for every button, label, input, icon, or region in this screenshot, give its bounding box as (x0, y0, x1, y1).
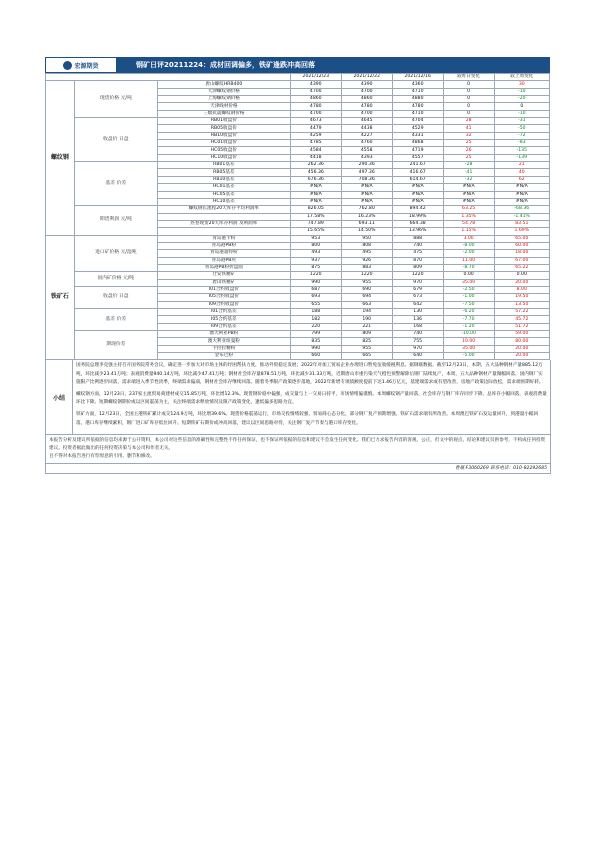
summary-text (73, 360, 550, 433)
daily-change-cell: -1.20 (443, 323, 494, 330)
price-cell: 4860 (290, 96, 341, 103)
weekly-change-cell: 19.50 (494, 294, 549, 301)
price-cell: 1220 (290, 272, 341, 279)
price-cell: 16.23% (341, 213, 392, 220)
group-label: 收盘价 日盘 (74, 286, 157, 308)
price-cell: 4673 (290, 118, 341, 125)
price-cell: #N/A (392, 198, 443, 205)
price-cell: 495 (341, 250, 392, 257)
price-cell: 416.67 (392, 169, 443, 176)
daily-change-cell: 54.78 (443, 220, 494, 227)
price-cell: 690 (341, 286, 392, 293)
price-cell: 642 (392, 301, 443, 308)
price-cell: 497.36 (341, 169, 392, 176)
weekly-change-cell: 0 (494, 103, 549, 110)
weekly-change-cell: -83 (494, 140, 549, 147)
price-cell: #N/A (392, 191, 443, 198)
weekly-change-cell: 1.69% (494, 228, 549, 235)
price-cell: 4390 (341, 81, 392, 88)
price-cell: 4390 (290, 81, 341, 88)
row-label: 上海螺纹钢价格 (157, 96, 290, 103)
row-label: HC01收盘价 (157, 140, 290, 147)
daily-change-cell: 1.15% (443, 228, 494, 235)
price-cell: 4558 (341, 147, 392, 154)
price-cell: 4868 (392, 140, 443, 147)
ore-row (46, 272, 550, 279)
price-cell: 640 (392, 353, 443, 360)
rebar-row (46, 162, 550, 169)
ore-row (46, 331, 550, 338)
price-cell: 888 (392, 235, 443, 242)
price-cell: 799 (290, 331, 341, 338)
price-cell: 762.80 (341, 206, 392, 213)
price-cell: 4557 (392, 154, 443, 161)
group-label: 期现价差 (74, 331, 157, 360)
price-cell: 493 (290, 250, 341, 257)
group-label: 现货价格 元/吨 (74, 81, 157, 118)
price-cell: 740 (392, 331, 443, 338)
daily-change-cell: #N/A (443, 184, 494, 191)
weekly-change-cell: 30 (494, 81, 549, 88)
row-label: RB01基差 (157, 162, 290, 169)
daily-change-cell: 0 (443, 103, 494, 110)
row-label: RB10收盘价 (157, 132, 290, 139)
price-cell: 937 (290, 257, 341, 264)
price-cell: 990 (290, 279, 341, 286)
weekly-change-cell: 57.22 (494, 309, 549, 316)
group-label: 基差 价差 (74, 162, 157, 206)
daily-change-cell: 25 (443, 154, 494, 161)
data-table (45, 73, 550, 360)
row-label: I01合约收盘价 (157, 286, 290, 293)
row-label (157, 213, 290, 220)
price-cell: 4710 (392, 110, 443, 117)
weekly-change-cell: 40 (494, 169, 549, 176)
price-cell: 18.99% (392, 213, 443, 220)
daily-change-cell: -5.00 (443, 353, 494, 360)
price-cell: 182 (290, 316, 341, 323)
daily-change-cell: -28 (443, 162, 494, 169)
price-cell: 241.67 (392, 162, 443, 169)
daily-change-cell: -8.00 (443, 242, 494, 249)
weekly-change-cell: 20.00 (494, 353, 549, 360)
weekly-change-cell: 59.00 (494, 331, 549, 338)
daily-change-cell: -41 (443, 169, 494, 176)
row-label: HC01基差 (157, 184, 290, 191)
daily-change-cell: -6.20 (443, 309, 494, 316)
ore-row (46, 286, 550, 293)
row-label: I05合约基差 (157, 316, 290, 323)
group-label: 期货利润 元/吨 (74, 206, 157, 235)
daily-change-cell: 11.00 (443, 257, 494, 264)
date-col-3: 2021/12/16 (392, 74, 443, 81)
price-cell: 4780 (341, 103, 392, 110)
price-cell: #N/A (290, 198, 341, 205)
price-cell: 4880 (392, 96, 443, 103)
price-cell: 4360 (392, 81, 443, 88)
price-cell: 4393 (341, 154, 392, 161)
row-label: 天津螺纹钢价格 (157, 88, 290, 95)
ore-row (46, 309, 550, 316)
price-cell: 679 (392, 286, 443, 293)
price-cell: 4704 (392, 118, 443, 125)
row-label: I01合约基差 (157, 309, 290, 316)
price-cell: 875 (290, 264, 341, 271)
header-blank-cell (46, 74, 291, 81)
weekly-change-cell: 45.72 (494, 316, 549, 323)
price-cell: #N/A (341, 184, 392, 191)
price-cell: 4584 (290, 147, 341, 154)
daily-change-cell: 35.00 (443, 345, 494, 352)
price-cell: 4760 (341, 140, 392, 147)
price-cell: 4331 (392, 132, 443, 139)
price-cell: 755 (392, 338, 443, 345)
weekly-change-cell: 20.00 (494, 279, 549, 286)
price-cell: 655 (290, 301, 341, 308)
price-cell: 4700 (341, 88, 392, 95)
price-cell: #N/A (290, 184, 341, 191)
row-label (157, 228, 290, 235)
row-label: I09合约收盘价 (157, 301, 290, 308)
price-cell: 4645 (341, 118, 392, 125)
row-label: 迁安铁精矿 (157, 272, 290, 279)
daily-change-cell: -2.50 (443, 286, 494, 293)
price-cell: 953 (290, 235, 341, 242)
price-cell: 262.36 (290, 162, 341, 169)
price-cell: 4710 (392, 88, 443, 95)
group-label: 收盘价 日盘 (74, 118, 157, 162)
data-table-body (46, 74, 550, 360)
daily-change-cell: 0 (443, 96, 494, 103)
group-label: 基差 价差 (74, 309, 157, 331)
row-label: 青岛港PB块 (157, 257, 290, 264)
price-cell: 693 (290, 294, 341, 301)
row-label: RB01收盘价 (157, 118, 290, 125)
daily-change-cell: 1.35% (443, 213, 494, 220)
daily-change-cell: 32 (443, 132, 494, 139)
report-title: 钢矿日评20211224：成材回调偏多，铁矿逢跌冲高回落 (116, 58, 549, 72)
price-cell: 4259 (290, 132, 341, 139)
price-cell: 950 (341, 235, 392, 242)
daily-change-cell: 0 (443, 81, 494, 88)
weekly-change-cell: 65.22 (494, 264, 549, 271)
price-cell: 809 (392, 264, 443, 271)
row-label: I09合约基差 (157, 323, 290, 330)
rebar-section-label: 螺纹钢 (46, 81, 75, 235)
row-label: 澳大利亚纽曼粉 (157, 338, 290, 345)
weekly-change-cell: 62 (494, 176, 549, 183)
price-cell: 883 (341, 264, 392, 271)
rebar-row (46, 206, 550, 213)
price-cell: 809 (341, 331, 392, 338)
weekly-change-cell: -50 (494, 125, 549, 132)
price-cell: 4227 (341, 132, 392, 139)
weekly-change-cell: -31 (494, 118, 549, 125)
row-label: 唐山铁精矿 (157, 279, 290, 286)
row-label: RB10基差 (157, 176, 290, 183)
price-cell: 826.05 (290, 206, 341, 213)
row-label: 天津线材价格 (157, 103, 290, 110)
price-cell: 168 (392, 323, 443, 330)
price-cell: #N/A (341, 191, 392, 198)
logo-text: 宏源期货 (74, 62, 99, 70)
daily-change-cell: #N/A (443, 198, 494, 205)
price-cell: 4418 (290, 154, 341, 161)
weekly-change-cell: 20.00 (494, 345, 549, 352)
row-label: RB05基差 (157, 169, 290, 176)
company-logo (46, 58, 116, 72)
price-cell: 194 (341, 309, 392, 316)
row-label: HC10基差 (157, 198, 290, 205)
row-label: RB05收盘价 (157, 125, 290, 132)
row-label: HC05基差 (157, 191, 290, 198)
price-cell: 694 (341, 294, 392, 301)
row-label: I05合约收盘价 (157, 294, 290, 301)
weekly-change-cell: -1.41% (494, 213, 549, 220)
daily-change-cell: 28 (443, 118, 494, 125)
daily-change-cell: -32 (443, 176, 494, 183)
weekly-change-cell: #N/A (494, 198, 549, 205)
price-cell: 4700 (290, 88, 341, 95)
disclaimer (45, 435, 551, 464)
row-label: 澳大利亚PB粉 (157, 331, 290, 338)
price-cell: 188 (290, 309, 341, 316)
weekly-change-cell: -10 (494, 88, 549, 95)
row-label: 青岛港PB粉 (157, 242, 290, 249)
summary-section (45, 360, 551, 434)
weekly-change-cell: -68.36 (494, 206, 549, 213)
logo-icon (63, 61, 72, 70)
price-cell: 4700 (341, 110, 392, 117)
price-cell: 825 (341, 338, 392, 345)
price-cell: 808 (341, 242, 392, 249)
daily-change-cell: -1.00 (443, 294, 494, 301)
price-cell: 220 (290, 323, 341, 330)
price-cell: 676.36 (290, 176, 341, 183)
ore-section-label: 铁矿石 (46, 235, 75, 360)
daily-change-cell: -8.70 (443, 264, 494, 271)
daily-change-cell: 25 (443, 140, 494, 147)
row-label: 三级抗震螺纹钢价格 (157, 110, 290, 117)
weekly-change-cell: 0.00 (494, 272, 549, 279)
daily-change-cell: -7.70 (443, 316, 494, 323)
price-cell: 687 (290, 286, 341, 293)
summary-paragraph-rebar: 螺纹钢方面，12月23日，237家主流贸易商建材成交15.85万吨，环比增12.3%。现货钢价稳中偏强，成交量与上一交易日持平，市场情绪偏谨慎。本周螺纹钢产量回落，社会库存与钢厂库存同步下降，总库存小幅回落，表观消费量环比下降。短期螺纹钢期价或以区间震荡为主，关注终端需求释放情况及限产政策变化，逢低偏多思路为宜。 (76, 392, 547, 406)
rebar-row (46, 81, 550, 88)
summary-label: 小结 (46, 360, 73, 433)
price-cell: 4780 (392, 103, 443, 110)
weekly-change-cell: -10 (494, 110, 549, 117)
row-label: 卡拉拉精粉 (157, 345, 290, 352)
price-cell: 926 (341, 257, 392, 264)
group-label: 进口矿价格 元/湿吨 (74, 235, 157, 272)
row-label: 金布巴粉 (157, 353, 290, 360)
price-cell: 13.96% (392, 228, 443, 235)
price-cell: #N/A (290, 191, 341, 198)
row-label: HC10收盘价 (157, 154, 290, 161)
price-cell: 894.42 (392, 206, 443, 213)
price-cell: 456.36 (290, 169, 341, 176)
disclaimer-text: 本报告分析及建议所依据的信息均来源于公开资料，本公司对这些信息的准确性和完整性不作任何保证，也不保证所依据的信息和建议不会发生任何变化。我们已力求报告内容的客观、公正，但文中的观点、结论和建议仅供参考，不构成任何投资建议。投资者据此做出的任何投资决策与本公司和作者无关。 (49, 437, 546, 451)
weekly-change-cell: 13.50 (494, 301, 549, 308)
row-label: 青岛港超特粉 (157, 250, 290, 257)
price-cell: 4700 (290, 110, 341, 117)
price-cell: 136 (392, 316, 443, 323)
price-cell: 665 (341, 353, 392, 360)
daily-change-cell: 0 (443, 110, 494, 117)
weekly-change-cell: -20 (494, 96, 549, 103)
summary-paragraph-ore: 铁矿方面，12月23日，全国主港铁矿累计成交124.9万吨，环比增39.6%。现货价格震荡运行，市场交投情绪较强，贸易商心态分化，部分钢厂复产预期增强，铁矿石需求端有所改善。本周澳巴铁矿石发运量回升，到港量小幅回落，港口库存继续累积，钢厂进口矿库存低位回升。短期铁矿石期价或冲高回落，建议以区间思路对待，关注钢厂复产节奏与港口库存变化。 (76, 412, 539, 426)
price-cell: 4785 (290, 140, 341, 147)
weekly-change-cell: 21 (494, 162, 549, 169)
row-label: 青岛港卡粉 (157, 235, 290, 242)
daily-change-cell: 0 (443, 88, 494, 95)
price-cell: 17.58% (290, 213, 341, 220)
daily-change-cell: -2.00 (443, 250, 494, 257)
weekly-change-cell: -135 (494, 147, 549, 154)
price-cell: 1220 (341, 272, 392, 279)
price-cell: 4719 (392, 147, 443, 154)
price-cell: 693.11 (341, 220, 392, 227)
date-col-1: 2021/12/23 (290, 74, 341, 81)
report-header (45, 57, 550, 73)
daily-change-cell: 10.00 (443, 338, 494, 345)
report-page (45, 57, 550, 474)
price-cell: 800 (290, 242, 341, 249)
row-label: 唐山螺纹HRB400 (157, 81, 290, 88)
price-cell: 4780 (290, 103, 341, 110)
date-header-row (46, 74, 550, 81)
daily-change-cell: 41 (443, 125, 494, 132)
price-cell: 221 (341, 323, 392, 330)
price-cell: #N/A (341, 198, 392, 205)
price-cell: 4860 (341, 96, 392, 103)
price-cell: 4479 (290, 125, 341, 132)
weekly-change-cell: -72 (494, 132, 549, 139)
weekly-change-cell: 8.00 (494, 286, 549, 293)
price-cell: 970 (392, 279, 443, 286)
daily-change-cell: 26 (443, 147, 494, 154)
price-cell: 614.67 (392, 176, 443, 183)
weekly-change-cell: 67.00 (494, 257, 549, 264)
weekly-change-cell: 80.00 (494, 338, 549, 345)
price-cell: #N/A (392, 184, 443, 191)
weekly-change-cell: 51.72 (494, 323, 549, 330)
price-cell: 130 (392, 309, 443, 316)
daily-change-cell: 63.25 (443, 206, 494, 213)
daily-change-cell: -7.50 (443, 301, 494, 308)
daily-change-cell: 35.00 (443, 279, 494, 286)
price-cell: 870 (392, 257, 443, 264)
price-cell: 664.38 (392, 220, 443, 227)
weekly-change-cell: 18.00 (494, 250, 549, 257)
price-cell: 15.65% (290, 228, 341, 235)
weekly-change-cell: #N/A (494, 184, 549, 191)
rebar-row (46, 118, 550, 125)
analyst-footer: 曹晟 F3060269 联系电话：010-82292685 (45, 464, 551, 474)
change-daily-header: 较昨日变化 (443, 74, 494, 81)
price-cell: 955 (341, 279, 392, 286)
row-label: 青岛港PB粉折盘面 (157, 264, 290, 271)
weekly-change-cell: 65.00 (494, 235, 549, 242)
price-cell: 290.36 (341, 162, 392, 169)
weekly-change-cell: #N/A (494, 191, 549, 198)
daily-change-cell: 3.00 (443, 235, 494, 242)
price-cell: 4438 (341, 125, 392, 132)
weekly-change-cell: 60.00 (494, 242, 549, 249)
row-label: 热卷现货20天库存利润 及利润率 (157, 220, 290, 227)
price-cell: 14.50% (341, 228, 392, 235)
ore-row (46, 235, 550, 242)
price-cell: 990 (290, 345, 341, 352)
price-cell: 747.89 (290, 220, 341, 227)
price-cell: 740 (392, 242, 443, 249)
price-cell: 475 (392, 250, 443, 257)
disclaimer-note: 且不得对本报告进行有悖原意的引用、删节和修改。 (49, 453, 155, 459)
date-col-2: 2021/12/22 (341, 74, 392, 81)
price-cell: 1220 (392, 272, 443, 279)
price-cell: 970 (392, 345, 443, 352)
price-cell: 663 (341, 301, 392, 308)
price-cell: 708.36 (341, 176, 392, 183)
change-weekly-header: 较上周变化 (494, 74, 549, 81)
weekly-change-cell: -139 (494, 154, 549, 161)
row-label: HC05收盘价 (157, 147, 290, 154)
daily-change-cell: 0.00 (443, 272, 494, 279)
daily-change-cell: -10.00 (443, 331, 494, 338)
daily-change-cell: #N/A (443, 191, 494, 198)
price-cell: 835 (290, 338, 341, 345)
price-cell: 190 (341, 316, 392, 323)
price-cell: 4529 (392, 125, 443, 132)
row-label: 螺纹钢长流程20天库存平均利润率 (157, 206, 290, 213)
weekly-change-cell: 83.51 (494, 220, 549, 227)
price-cell: 660 (290, 353, 341, 360)
group-label: 国内矿价格 元/吨 (74, 272, 157, 287)
summary-paragraph-macro: 国务院总理李克强主持召开国务院常务会议，确定进一步加大对市场主体的纾困帮扶力度，推动外贸稳定发展；2022年对加工贸易企业办理进口暂免征收缓税利息。据钢联数据，截至12月23日，本期，五大品种钢材产量885.12万吨，环比减少23.41万吨；表观消费量940.14万吨，环比减少47.41万吨；钢材社会库存量878.51万吨，环比减少31.33万吨。近期唐山市重污染天气橙色预警解除后钢厂陆续复产，本周，五大品种钢材产量微幅回落，国内钢厂实施限产比例逐步回落，需求端进入季节性淡季，终端需求偏弱，钢材社会库存继续回落。随着冬季限产政策逐步落地，2022年新增专项债额度提前下达1.46万亿元，基建端需求或有望改善，房地产政策边际放松，需求端预期好转。 (76, 363, 544, 385)
price-cell: 673 (392, 294, 443, 301)
price-cell: 955 (341, 345, 392, 352)
